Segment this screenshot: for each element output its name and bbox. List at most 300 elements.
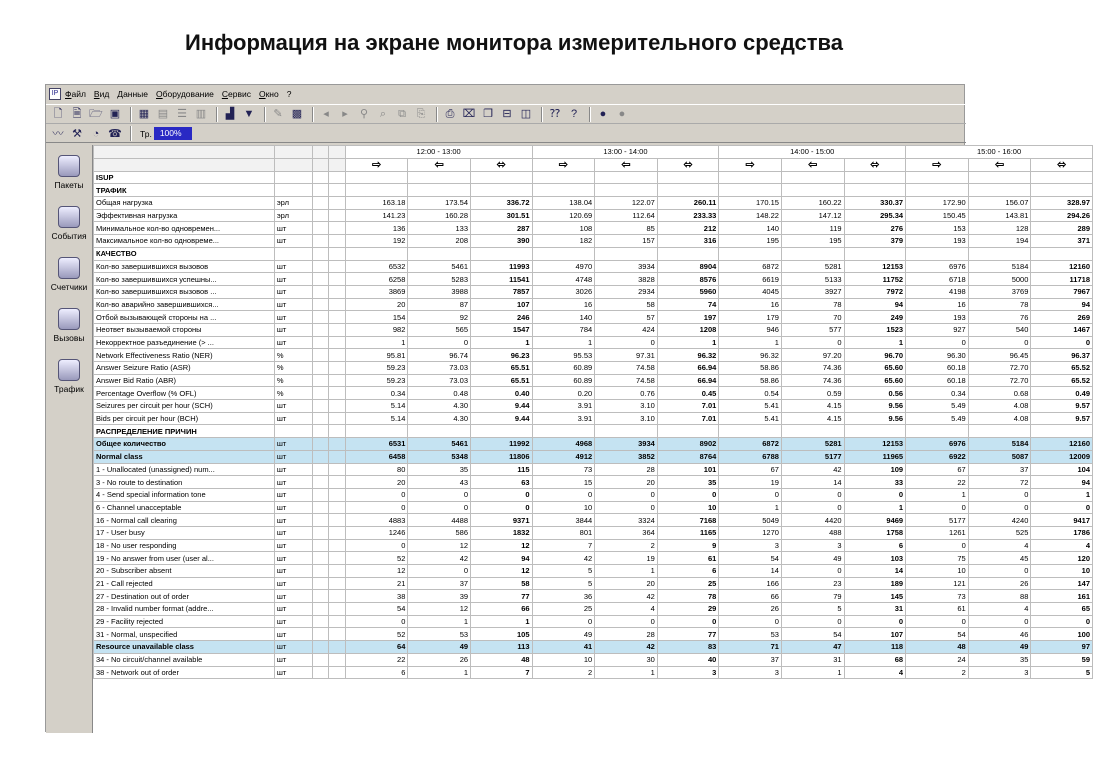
section-row[interactable] xyxy=(94,247,1093,260)
table-row[interactable] xyxy=(94,349,1093,362)
empty-cell xyxy=(312,387,329,400)
prev-icon[interactable]: ◂ xyxy=(323,108,329,120)
empty-cell xyxy=(329,425,346,438)
value-cell: 67 xyxy=(719,463,782,476)
value-cell: 30 xyxy=(595,653,658,666)
empty-cell xyxy=(329,514,346,527)
value-cell: 3 xyxy=(781,539,844,552)
total-cell: 94 xyxy=(1031,298,1093,311)
value-cell: 0 xyxy=(781,615,844,628)
globe-icon[interactable]: ● xyxy=(599,108,607,120)
value-cell: 66 xyxy=(719,590,782,603)
value-cell xyxy=(719,425,782,438)
period-header[interactable]: 15:00 - 16:00 xyxy=(906,146,1093,159)
value-cell: 4488 xyxy=(408,514,471,527)
value-cell xyxy=(532,184,595,197)
value-cell: 5177 xyxy=(781,450,844,463)
unit-cell: шт xyxy=(274,260,312,273)
tile-vertical-icon[interactable]: ◫ xyxy=(520,108,532,120)
value-cell: 2934 xyxy=(595,285,658,298)
properties-icon[interactable]: ▩ xyxy=(291,108,303,120)
value-cell: 10 xyxy=(906,565,969,578)
chart-icon[interactable]: ▟ xyxy=(225,108,235,120)
incoming-arrow-icon[interactable]: ⇦ xyxy=(408,158,471,171)
total-cell xyxy=(1031,247,1093,260)
total-cell: 1165 xyxy=(657,526,719,539)
value-cell: 42 xyxy=(595,590,658,603)
total-cell: 94 xyxy=(844,298,906,311)
unit-cell: шт xyxy=(274,641,312,654)
sidebar-item-counters[interactable] xyxy=(46,247,92,298)
outgoing-arrow-icon[interactable]: ⇨ xyxy=(345,158,408,171)
empty-cell xyxy=(329,285,346,298)
bidirectional-arrow-icon[interactable]: ⬄ xyxy=(657,158,719,171)
total-cell: 113 xyxy=(471,641,533,654)
sidebar-item-calls[interactable] xyxy=(46,298,92,349)
total-cell: 63 xyxy=(471,476,533,489)
table-row[interactable] xyxy=(94,412,1093,425)
value-cell: 0 xyxy=(781,336,844,349)
value-cell xyxy=(595,247,658,260)
total-cell: 11806 xyxy=(471,450,533,463)
clock-icon[interactable]: ◔ xyxy=(92,127,100,140)
find-icon[interactable]: ⚲ xyxy=(359,108,369,120)
value-cell: 24 xyxy=(906,653,969,666)
value-cell: 5.14 xyxy=(345,400,408,413)
value-cell: 48 xyxy=(906,641,969,654)
table-row[interactable] xyxy=(94,222,1093,235)
row-label: Кол-во завершившихся успешны... xyxy=(94,273,275,286)
empty-cell xyxy=(329,235,346,248)
outgoing-arrow-icon[interactable]: ⇨ xyxy=(906,158,969,171)
value-cell: 424 xyxy=(595,323,658,336)
print-icon[interactable]: ⎙ xyxy=(445,108,455,120)
table-row[interactable] xyxy=(94,526,1093,539)
app-icon: IP xyxy=(49,88,61,100)
value-cell: 26 xyxy=(719,603,782,616)
menu-service[interactable]: Сервис xyxy=(221,89,251,99)
table-row[interactable] xyxy=(94,641,1093,654)
value-cell: 4883 xyxy=(345,514,408,527)
total-cell: 120 xyxy=(1031,552,1093,565)
packets-icon xyxy=(58,155,80,177)
table-row[interactable] xyxy=(94,450,1093,463)
value-cell: 784 xyxy=(532,323,595,336)
table-row[interactable] xyxy=(94,260,1093,273)
value-cell: 19 xyxy=(719,476,782,489)
table-row[interactable] xyxy=(94,628,1093,641)
value-cell: 1261 xyxy=(906,526,969,539)
columns-icon[interactable]: ▥ xyxy=(195,108,207,120)
empty-cell xyxy=(312,552,329,565)
table-row[interactable] xyxy=(94,514,1093,527)
section-row[interactable] xyxy=(94,425,1093,438)
table-row[interactable] xyxy=(94,285,1093,298)
value-cell: 96.45 xyxy=(968,349,1031,362)
value-cell: 3.10 xyxy=(595,400,658,413)
edit-icon[interactable]: ✎ xyxy=(273,108,283,120)
value-cell xyxy=(408,184,471,197)
value-cell: 97.31 xyxy=(595,349,658,362)
toolbar-separator xyxy=(264,107,266,122)
value-cell: 73 xyxy=(532,463,595,476)
table-row[interactable] xyxy=(94,539,1093,552)
table-row[interactable] xyxy=(94,197,1093,210)
statistics-table[interactable] xyxy=(93,145,1090,733)
table-row[interactable] xyxy=(94,362,1093,375)
empty-cell xyxy=(312,615,329,628)
empty-cell xyxy=(329,171,346,184)
total-cell: 11992 xyxy=(471,438,533,451)
unit-cell: шт xyxy=(274,450,312,463)
tile-horizontal-icon[interactable]: ⊟ xyxy=(502,108,512,120)
table-row[interactable] xyxy=(94,565,1093,578)
menu-window[interactable]: Окно xyxy=(258,89,279,99)
value-cell: 156.07 xyxy=(968,197,1031,210)
app-window xyxy=(45,84,1090,732)
table-row[interactable] xyxy=(94,235,1093,248)
value-cell: 3828 xyxy=(595,273,658,286)
value-cell: 5281 xyxy=(781,438,844,451)
context-help-icon[interactable]: ⁇ xyxy=(549,108,561,120)
empty-cell xyxy=(329,450,346,463)
sidebar-item-events[interactable] xyxy=(46,196,92,247)
value-cell: 95.53 xyxy=(532,349,595,362)
value-cell: 0 xyxy=(595,488,658,501)
traffic-graph-icon[interactable]: 〰 xyxy=(52,127,64,140)
total-cell: 97 xyxy=(1031,641,1093,654)
total-cell xyxy=(657,425,719,438)
section-row[interactable] xyxy=(94,184,1093,197)
value-cell: 5.49 xyxy=(906,400,969,413)
value-cell: 75 xyxy=(906,552,969,565)
search-icon[interactable]: ⌕ xyxy=(379,108,387,120)
sidebar-item-label: События xyxy=(51,231,87,241)
value-cell: 14 xyxy=(719,565,782,578)
outgoing-arrow-icon[interactable]: ⇨ xyxy=(532,158,595,171)
table-row[interactable] xyxy=(94,323,1093,336)
value-cell: 0 xyxy=(968,615,1031,628)
unit-cell xyxy=(274,425,312,438)
unit-cell: шт xyxy=(274,488,312,501)
outgoing-arrow-icon[interactable]: ⇨ xyxy=(719,158,782,171)
total-cell: 9371 xyxy=(471,514,533,527)
total-cell: 12153 xyxy=(844,260,906,273)
sidebar-item-traffic[interactable] xyxy=(46,349,92,400)
value-cell: 10 xyxy=(532,501,595,514)
value-cell: 577 xyxy=(781,323,844,336)
menu-view[interactable]: Вид xyxy=(93,89,110,99)
value-cell: 143.81 xyxy=(968,209,1031,222)
menu-help[interactable]: ? xyxy=(286,89,292,99)
value-cell: 0 xyxy=(968,501,1031,514)
row-label: 21 - Call rejected xyxy=(94,577,275,590)
table-row[interactable] xyxy=(94,298,1093,311)
table-row[interactable] xyxy=(94,400,1093,413)
table-row[interactable] xyxy=(94,476,1093,489)
value-cell: 195 xyxy=(719,235,782,248)
bidirectional-arrow-icon[interactable]: ⬄ xyxy=(844,158,906,171)
total-cell: 9.44 xyxy=(471,400,533,413)
value-cell: 157 xyxy=(595,235,658,248)
table-row[interactable] xyxy=(94,603,1093,616)
value-cell: 58 xyxy=(595,298,658,311)
total-cell: 59 xyxy=(1031,653,1093,666)
empty-cell xyxy=(312,666,329,679)
value-cell: 22 xyxy=(906,476,969,489)
value-cell: 1246 xyxy=(345,526,408,539)
value-cell: 0 xyxy=(345,501,408,514)
table-row[interactable] xyxy=(94,273,1093,286)
empty-cell xyxy=(329,197,346,210)
value-cell: 5184 xyxy=(968,438,1031,451)
value-cell: 4 xyxy=(595,603,658,616)
unit-cell: шт xyxy=(274,285,312,298)
value-cell: 4.08 xyxy=(968,400,1031,413)
total-cell: 8904 xyxy=(657,260,719,273)
value-cell: 140 xyxy=(532,311,595,324)
incoming-arrow-icon[interactable]: ⇦ xyxy=(968,158,1031,171)
unit-cell: шт xyxy=(274,273,312,286)
value-cell: 0 xyxy=(408,336,471,349)
period-header[interactable]: 14:00 - 15:00 xyxy=(719,146,906,159)
header-blank-cell xyxy=(312,158,329,171)
value-cell: 0 xyxy=(906,501,969,514)
table-row[interactable] xyxy=(94,615,1093,628)
table-row[interactable] xyxy=(94,463,1093,476)
sidebar-item-packets[interactable] xyxy=(46,145,92,196)
table-row[interactable] xyxy=(94,336,1093,349)
value-cell: 5 xyxy=(532,565,595,578)
row-label: 31 - Normal, unspecified xyxy=(94,628,275,641)
value-cell: 37 xyxy=(968,463,1031,476)
value-cell: 0.68 xyxy=(968,387,1031,400)
value-cell: 0.34 xyxy=(345,387,408,400)
total-cell: 9417 xyxy=(1031,514,1093,527)
value-cell: 120.69 xyxy=(532,209,595,222)
save-icon[interactable]: ▣ xyxy=(109,108,121,120)
bidirectional-arrow-icon[interactable]: ⬄ xyxy=(1031,158,1093,171)
value-cell: 42 xyxy=(408,552,471,565)
empty-cell xyxy=(312,285,329,298)
value-cell: 128 xyxy=(968,222,1031,235)
total-cell: 66.94 xyxy=(657,362,719,375)
value-cell xyxy=(345,247,408,260)
table-row[interactable] xyxy=(94,374,1093,387)
value-cell: 21 xyxy=(345,577,408,590)
table-row[interactable] xyxy=(94,501,1093,514)
period-header[interactable]: 13:00 - 14:00 xyxy=(532,146,719,159)
list-view-icon[interactable]: ▤ xyxy=(157,108,169,120)
cascade-windows-icon[interactable]: ❐ xyxy=(483,108,493,120)
value-cell: 49 xyxy=(968,641,1031,654)
traffic-icon xyxy=(58,359,80,381)
bidirectional-arrow-icon[interactable]: ⬄ xyxy=(471,158,533,171)
value-cell: 49 xyxy=(532,628,595,641)
section-row[interactable] xyxy=(94,171,1093,184)
value-cell: 16 xyxy=(719,298,782,311)
value-cell: 79 xyxy=(781,590,844,603)
next-icon[interactable]: ▸ xyxy=(342,108,348,120)
empty-cell xyxy=(329,488,346,501)
total-cell: 35 xyxy=(657,476,719,489)
total-cell: 65.51 xyxy=(471,362,533,375)
value-cell: 49 xyxy=(408,641,471,654)
open-folder-icon[interactable]: 🗁 xyxy=(89,108,103,120)
value-cell: 1270 xyxy=(719,526,782,539)
total-cell xyxy=(657,171,719,184)
unit-cell: шт xyxy=(274,628,312,641)
table-row[interactable] xyxy=(94,590,1093,603)
value-cell: 0 xyxy=(781,565,844,578)
value-cell: 488 xyxy=(781,526,844,539)
value-cell: 3934 xyxy=(595,438,658,451)
new-file-icon[interactable]: 🗋 xyxy=(53,108,63,120)
empty-cell xyxy=(312,476,329,489)
value-cell: 927 xyxy=(906,323,969,336)
value-cell: 0 xyxy=(345,615,408,628)
phone-icon[interactable]: ☎ xyxy=(108,127,122,140)
sidebar xyxy=(46,145,93,733)
total-cell xyxy=(657,184,719,197)
empty-cell xyxy=(312,349,329,362)
value-cell: 5184 xyxy=(968,260,1031,273)
value-cell: 136 xyxy=(345,222,408,235)
value-cell: 193 xyxy=(906,235,969,248)
value-cell: 193 xyxy=(906,311,969,324)
empty-cell xyxy=(312,628,329,641)
value-cell xyxy=(595,171,658,184)
value-cell: 54 xyxy=(906,628,969,641)
table-row[interactable] xyxy=(94,552,1093,565)
value-cell: 4198 xyxy=(906,285,969,298)
value-cell: 35 xyxy=(408,463,471,476)
table-row[interactable] xyxy=(94,488,1093,501)
total-cell: 3 xyxy=(657,666,719,679)
value-cell: 5000 xyxy=(968,273,1031,286)
value-cell: 6872 xyxy=(719,438,782,451)
total-cell: 6 xyxy=(657,565,719,578)
empty-cell xyxy=(329,184,346,197)
unit-cell: % xyxy=(274,387,312,400)
value-cell: 5348 xyxy=(408,450,471,463)
empty-cell xyxy=(329,260,346,273)
value-cell: 67 xyxy=(906,463,969,476)
paste-icon[interactable]: ⎘ xyxy=(416,108,426,120)
details-view-icon[interactable]: ☰ xyxy=(177,108,187,120)
table-row[interactable] xyxy=(94,577,1093,590)
value-cell xyxy=(532,247,595,260)
value-cell: 7 xyxy=(532,539,595,552)
empty-cell xyxy=(312,488,329,501)
value-cell: 45 xyxy=(968,552,1031,565)
value-cell: 179 xyxy=(719,311,782,324)
total-cell: 5 xyxy=(1031,666,1093,679)
empty-cell xyxy=(329,387,346,400)
value-cell xyxy=(906,184,969,197)
total-cell: 233.33 xyxy=(657,209,719,222)
row-label: Normal class xyxy=(94,450,275,463)
value-cell: 1 xyxy=(906,488,969,501)
row-label: Network Effectiveness Ratio (NER) xyxy=(94,349,275,362)
total-cell: 1 xyxy=(844,501,906,514)
empty-cell xyxy=(329,628,346,641)
grid-view-icon[interactable]: ▦ xyxy=(138,108,150,120)
menu-equipment[interactable]: Оборудование xyxy=(156,89,214,99)
value-cell: 3844 xyxy=(532,514,595,527)
empty-cell xyxy=(312,400,329,413)
new-document-icon[interactable]: 🗎 xyxy=(72,108,82,120)
value-cell: 14 xyxy=(781,476,844,489)
help-icon[interactable]: ? xyxy=(570,108,578,120)
value-cell: 4.15 xyxy=(781,400,844,413)
zoom-field[interactable]: 100% xyxy=(154,127,192,140)
tools-icon[interactable]: ⚒ xyxy=(72,127,82,140)
menu-data[interactable]: Данные xyxy=(117,89,149,99)
slide-title: Информация на экране монитора измерительного средства xyxy=(185,30,844,55)
total-cell: 197 xyxy=(657,311,719,324)
value-cell: 0 xyxy=(595,615,658,628)
table-row[interactable] xyxy=(94,666,1093,679)
value-cell: 47 xyxy=(781,641,844,654)
incoming-arrow-icon[interactable]: ⇦ xyxy=(595,158,658,171)
period-header[interactable]: 12:00 - 13:00 xyxy=(345,146,532,159)
filter-icon[interactable]: ▼ xyxy=(243,108,255,120)
empty-cell xyxy=(329,577,346,590)
empty-cell xyxy=(312,362,329,375)
print-preview-icon[interactable]: ⌧ xyxy=(462,108,476,120)
value-cell: 153 xyxy=(906,222,969,235)
total-cell: 12153 xyxy=(844,438,906,451)
unit-cell: шт xyxy=(274,666,312,679)
value-cell: 4045 xyxy=(719,285,782,298)
value-cell: 96.74 xyxy=(408,349,471,362)
value-cell: 25 xyxy=(532,603,595,616)
toolbar-separator xyxy=(541,107,543,122)
value-cell: 1 xyxy=(781,666,844,679)
value-cell: 0.20 xyxy=(532,387,595,400)
value-cell: 6922 xyxy=(906,450,969,463)
menu-file[interactable]: Файл xyxy=(65,89,86,99)
copy-icon[interactable]: ⧉ xyxy=(398,108,406,120)
value-cell xyxy=(968,184,1031,197)
value-cell: 60.18 xyxy=(906,374,969,387)
total-cell: 1523 xyxy=(844,323,906,336)
header-blank-cell xyxy=(329,158,346,171)
table-row[interactable] xyxy=(94,438,1093,451)
empty-cell xyxy=(312,501,329,514)
sidebar-item-label: Пакеты xyxy=(54,180,84,190)
table-row[interactable] xyxy=(94,209,1093,222)
empty-cell xyxy=(312,641,329,654)
header-blank-cell xyxy=(274,158,312,171)
incoming-arrow-icon[interactable]: ⇦ xyxy=(781,158,844,171)
value-cell: 78 xyxy=(968,298,1031,311)
unit-cell: шт xyxy=(274,476,312,489)
table-row[interactable] xyxy=(94,387,1093,400)
total-cell: 96.23 xyxy=(471,349,533,362)
row-label: Кол-во завершившихся вызовов ... xyxy=(94,285,275,298)
value-cell: 26 xyxy=(408,653,471,666)
disabled-globe-icon[interactable]: ● xyxy=(618,108,626,120)
value-cell: 92 xyxy=(408,311,471,324)
table-row[interactable] xyxy=(94,653,1093,666)
value-cell xyxy=(968,171,1031,184)
unit-cell: шт xyxy=(274,526,312,539)
value-cell: 4 xyxy=(968,539,1031,552)
table-row[interactable] xyxy=(94,311,1093,324)
total-cell: 212 xyxy=(657,222,719,235)
